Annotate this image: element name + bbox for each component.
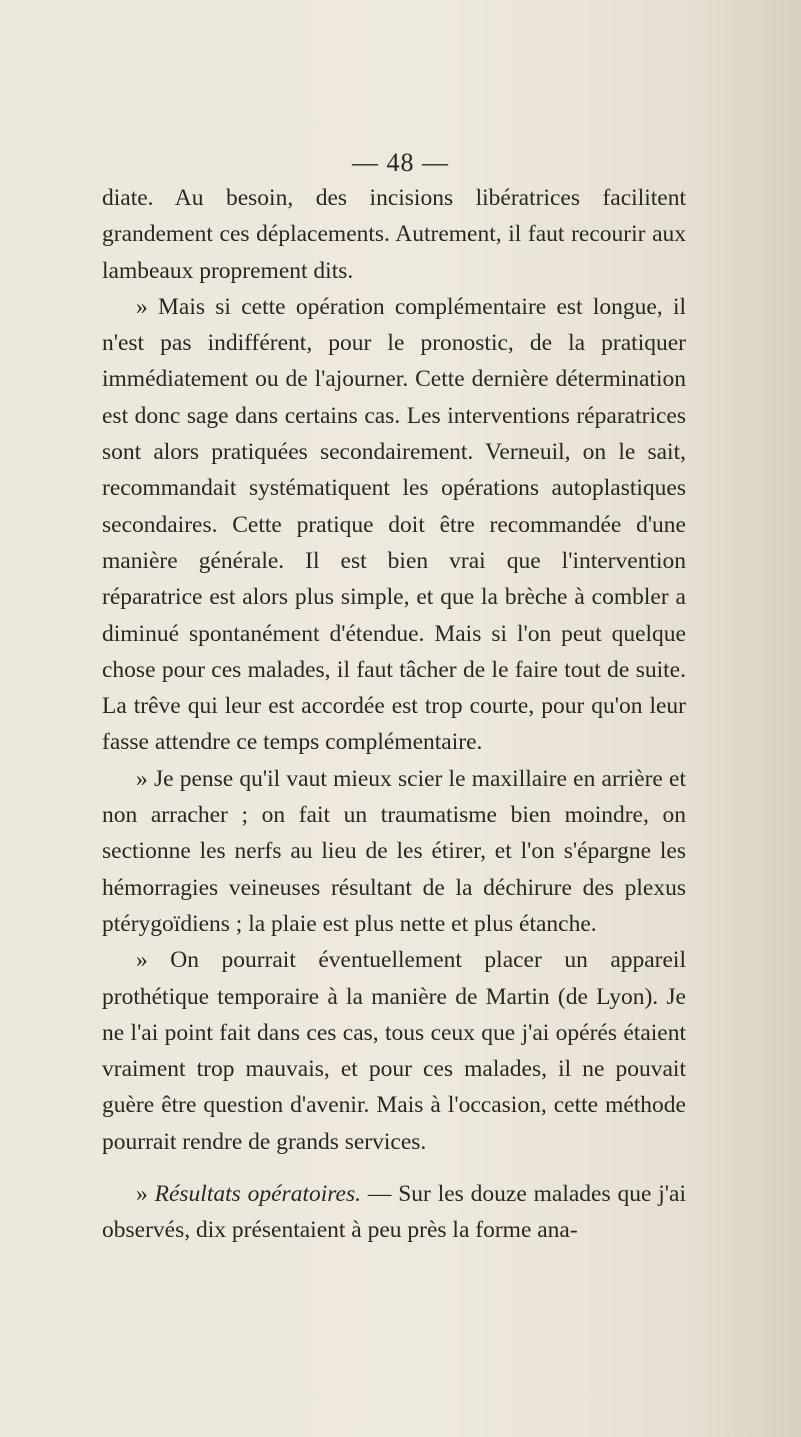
paragraph-operative-results bbox=[102, 1176, 686, 1249]
paragraph-continuation: diate. Au besoin, des incisions libératrices facilitent grandement ces déplacements. Autrement, il faut recourir aux lambeaux proprement dits. bbox=[102, 185, 686, 284]
paragraph-complementary-operation: » Mais si cette opération complémentaire est longue, il n'est pas indifférent, pour le pronostic, de la pratiquer immédiatement ou de l'ajourner. Cette dernière détermination est donc sage dans certains cas. Les interventions réparatrices sont alors pratiquées secondairement. Verneuil, on le sait, recommandait systématiquent les opérations autoplastiques secondaires. Cette pratique doit être recommandée d'une manière générale. Il est bien vrai que l'intervention réparatrice est alors plus simple, et que la brèche à combler a diminué spontanément d'étendue. Mais si l'on peut quelque chose pour ces malades, il faut tâcher de le faire tout de suite. La trêve qui leur est accordée est trop courte, pour qu'on leur fasse attendre ce temps complémentaire. bbox=[102, 293, 686, 756]
operative-results-text: — Sur les douze malades que j'ai observés, dix présentaient à peu près la forme ana- bbox=[102, 1181, 686, 1244]
page-number: — 48 — bbox=[352, 148, 449, 177]
body-text bbox=[102, 180, 686, 1249]
section-heading-operative-results: Résultats opératoires. bbox=[154, 1181, 361, 1208]
paragraph-prosthetic-device: » On pourrait éventuellement placer un appareil prothétique temporaire à la manière de Martin (de Lyon). Je ne l'ai point fait dans ces cas, tous ceux que j'ai opérés étaient vraiment trop mauvais, et pour ces malades, il ne pouvait guère être question d'avenir. Mais à l'occasion, cette méthode pourrait rendre de grands services. bbox=[102, 947, 686, 1155]
quote-mark: » bbox=[136, 1181, 155, 1208]
paragraph-maxillary-section: » Je pense qu'il vaut mieux scier le maxillaire en arrière et non arracher ; on fait un traumatisme bien moindre, on sectionne les nerfs au lieu de les étirer, et l'on s'épargne les hémorragies veineuses résultant de la déchirure des plexus ptérygoïdiens ; la plaie est plus nette et plus étanche. bbox=[102, 765, 686, 937]
